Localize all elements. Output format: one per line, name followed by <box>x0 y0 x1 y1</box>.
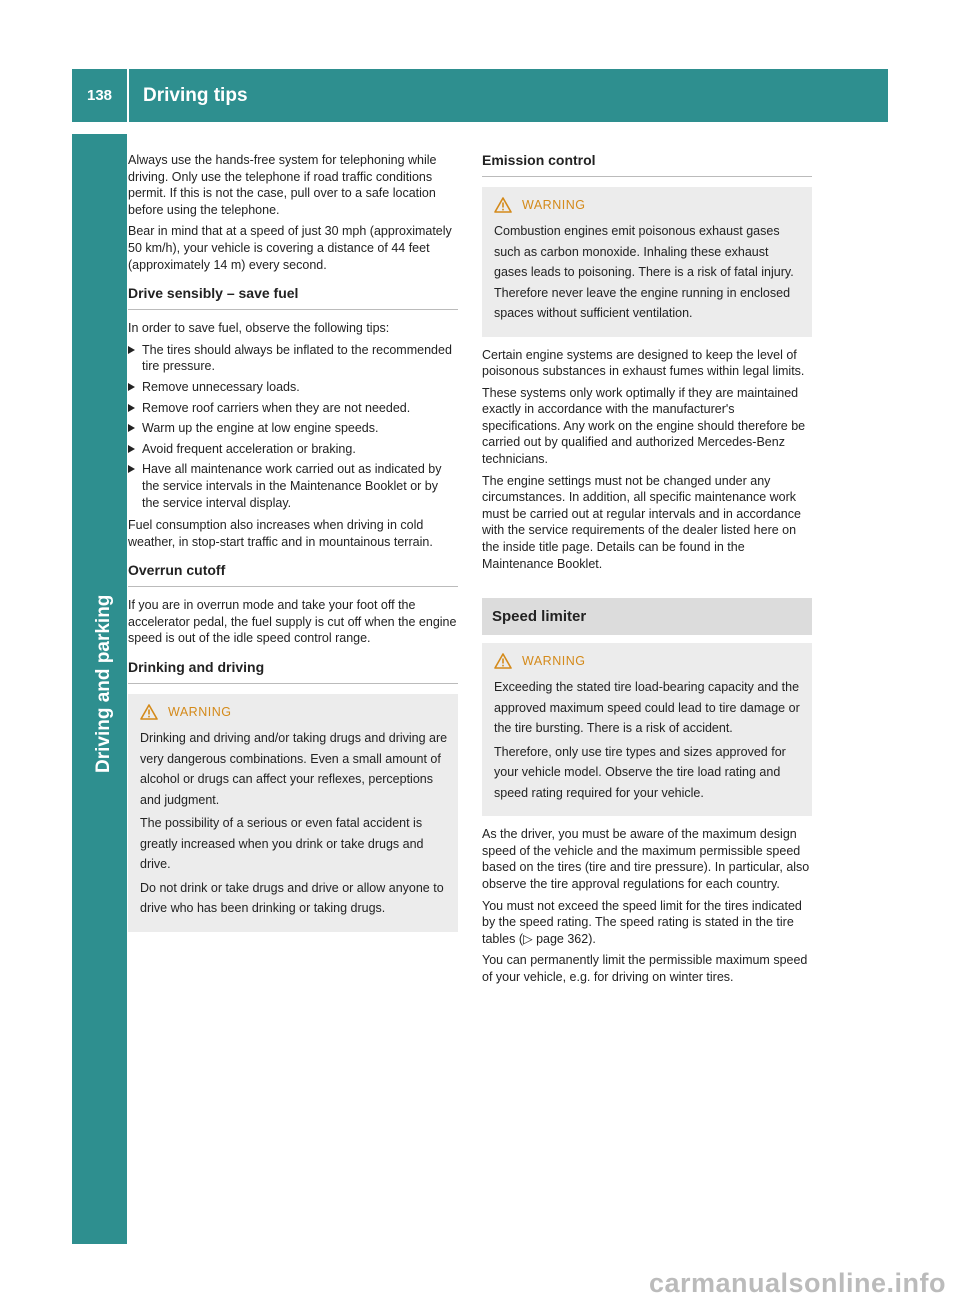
warning-box <box>482 643 812 816</box>
section-paragraph: As the driver, you must be aware of the maximum design speed of the vehicle and the maximum permissible speed based on the tires (tire and tire pressure). In particular, also observe the tire approval regulations for each country. <box>482 827 810 891</box>
section-heading: Emission control <box>482 152 812 177</box>
list-item: The tires should always be inflated to the recommended tire pressure. <box>128 342 458 375</box>
tips-list <box>128 342 458 511</box>
intro-paragraph: Bear in mind that at a speed of just 30 mph (approximately 50 km/h), your vehicle is covering a distance of 44 feet (approximately 14 m) every second. <box>128 224 452 272</box>
bullet-arrow-icon <box>128 424 135 432</box>
warning-text: Therefore, only use tire types and sizes approved for your vehicle model. Observe the tire load rating and speed rating required for your vehicle. <box>494 744 786 800</box>
bullet-arrow-icon <box>128 404 135 412</box>
section-paragraph: You must not exceed the speed limit for the tires indicated by the speed rating. The speed rating is stated in the tire tables (▷ page 362). <box>482 898 802 946</box>
warning-triangle-icon <box>494 653 512 669</box>
bullet-arrow-icon <box>128 465 135 473</box>
bullet-arrow-icon <box>128 346 135 354</box>
list-item: Have all maintenance work carried out as indicated by the service intervals in the Maintenance Booklet or by the service interval display. <box>128 461 458 511</box>
section-paragraph: Certain engine systems are designed to keep the level of poisonous substances in exhaust fumes within legal limits. <box>482 347 805 379</box>
warning-label: WARNING <box>168 705 232 720</box>
warning-label: WARNING <box>522 198 586 212</box>
intro-paragraph: Always use the hands-free system for telephoning while driving. Only use the telephone if road traffic conditions permit. If this is not the case, pull over to a safe location before using the telephone. <box>128 153 437 217</box>
right-column <box>482 152 812 991</box>
section-overrun <box>128 562 458 647</box>
page-number: 138 <box>86 87 113 104</box>
running-title: Driving tips <box>143 85 248 106</box>
warning-text: Combustion engines emit poisonous exhaust gases such as carbon monoxide. Inhaling these exhaust gases leads to poisoning. There is a risk of fatal injury. Therefore never leave the engine running in enclosed spaces without sufficient ventilation. <box>494 224 794 320</box>
list-item: Remove roof carriers when they are not needed. <box>128 400 458 417</box>
warning-box <box>482 187 812 337</box>
warning-text: The possibility of a serious or even fatal accident is greatly increased when you drink or take drugs and drive. <box>140 816 424 872</box>
warning-label: WARNING <box>522 654 586 669</box>
warning-triangle-icon <box>494 197 512 213</box>
section-heading: Drive sensibly – save fuel <box>128 285 458 310</box>
warning-triangle-icon <box>140 704 158 720</box>
warning-text: Exceeding the stated tire load-bearing capacity and the approved maximum speed could lead to tire damage or the tire bursting. There is a risk of accident. <box>494 680 800 736</box>
side-tab-label: Driving and parking <box>93 594 114 774</box>
list-item: Warm up the engine at low engine speeds. <box>128 420 458 437</box>
list-item: Avoid frequent acceleration or braking. <box>128 441 458 458</box>
chapter-title: Speed limiter <box>492 608 587 626</box>
warning-box <box>128 694 458 932</box>
chapter-band-speed-limiter <box>482 598 812 635</box>
section-paragraph: These systems only work optimally if they are maintained exactly in accordance with the manufacturer's specifications. Any work on the engine should therefore be carried out by qualified and authorized Mercedes-Benz technicians. <box>482 385 806 467</box>
bullet-arrow-icon <box>128 445 135 453</box>
section-heading: Overrun cutoff <box>128 562 458 587</box>
section-paragraph: The engine settings must not be changed under any circumstances. In addition, all specific maintenance work must be carried out at regular intervals and in accordance with the service requirements of the dealer listed here on the inside title page. Details can be found in the Maintenance Booklet. <box>482 473 801 571</box>
section-lead: In order to save fuel, observe the following tips: <box>128 321 390 336</box>
section-drinking <box>128 659 458 932</box>
section-paragraph: If you are in overrun mode and take your foot off the accelerator pedal, the fuel supply is cut off when the engine speed is out of the idle speed control range. <box>128 598 457 646</box>
warning-text: Drinking and driving and/or taking drugs and driving are very dangerous combinations. Even a small amount of alcohol or drugs can affect your reflexes, perceptions and judgment. <box>140 731 448 807</box>
list-item: Remove unnecessary loads. <box>128 379 458 396</box>
side-tab <box>72 134 127 1244</box>
section-paragraph: You can permanently limit the permissible maximum speed of your vehicle, e.g. for driving on winter tires. <box>482 953 808 984</box>
section-drive-sensibly <box>128 285 458 550</box>
header-divider <box>127 69 129 122</box>
section-paragraph: Fuel consumption also increases when driving in cold weather, in stop-start traffic and in mountainous terrain. <box>128 518 433 549</box>
watermark: carmanualsonline.info <box>648 1268 946 1298</box>
section-heading: Drinking and driving <box>128 659 458 684</box>
left-column <box>128 152 458 942</box>
header-bar <box>72 69 888 122</box>
warning-text: Do not drink or take drugs and drive or allow anyone to drive who has been drinking or taking drugs. <box>140 880 444 916</box>
bullet-arrow-icon <box>128 383 135 391</box>
section-emission <box>482 152 812 572</box>
